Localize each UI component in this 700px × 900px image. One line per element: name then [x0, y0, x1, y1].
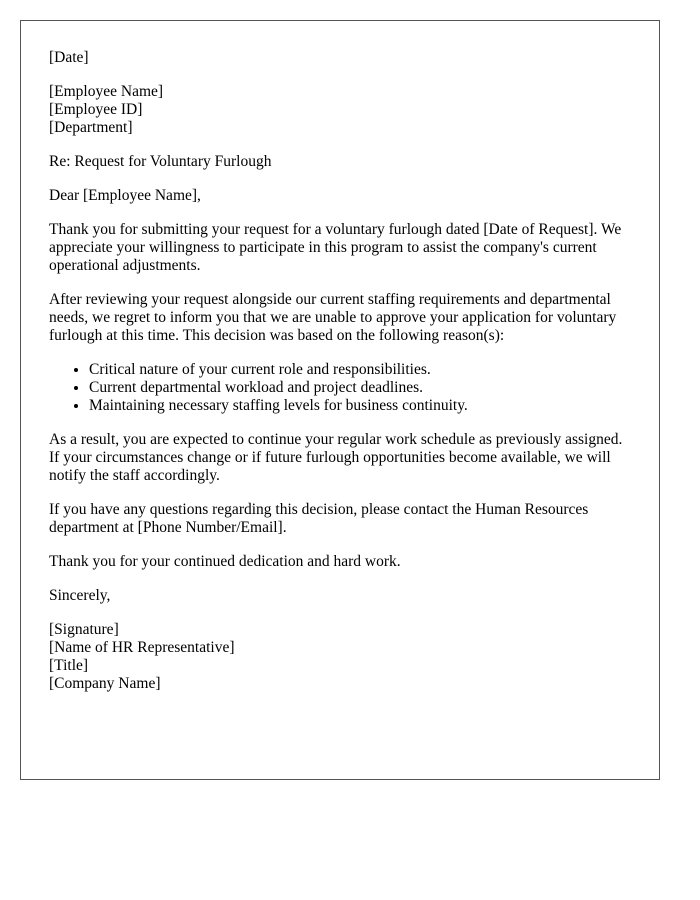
letter-page [20, 20, 660, 780]
recipient-id: [Employee ID] [49, 101, 143, 118]
letter-date: [Date] [49, 49, 89, 66]
reasons-list [49, 361, 631, 415]
company-name: [Company Name] [49, 675, 161, 692]
recipient-name: [Employee Name] [49, 83, 164, 100]
signer-title: [Title] [49, 657, 89, 674]
subject-line: Re: Request for Voluntary Furlough [49, 153, 272, 170]
paragraph-thanks: Thank you for your continued dedication and hard work. [49, 553, 401, 570]
paragraph-expectation: As a result, you are expected to continue your regular work schedule as previously assigned. If your circumstances change or if future furlough opportunities become available, we will notify the staff accordingly. [49, 431, 623, 484]
recipient-block [49, 83, 631, 137]
recipient-department: [Department] [49, 119, 133, 136]
reason-item: • Maintaining necessary staffing levels for business continuity. [89, 397, 631, 415]
salutation: Dear [Employee Name], [49, 187, 201, 204]
signature-block [49, 621, 631, 693]
reason-item: • Current departmental workload and project deadlines. [89, 379, 631, 397]
signer-name: [Name of HR Representative] [49, 639, 235, 656]
paragraph-decision: After reviewing your request alongside our current staffing requirements and departmental needs, we regret to inform you that we are unable to approve your application for voluntary furlough at this time. This decision was based on the following reason(s): [49, 291, 617, 344]
reason-item: • Critical nature of your current role and responsibilities. [89, 361, 631, 379]
paragraph-intro: Thank you for submitting your request for a voluntary furlough dated [Date of Request]. We appreciate your willingness to participate in this program to assist the company's current operational adjustments. [49, 221, 622, 274]
closing: Sincerely, [49, 587, 111, 604]
paragraph-contact: If you have any questions regarding this decision, please contact the Human Resources department at [Phone Number/Email]. [49, 501, 589, 536]
date-line [49, 49, 631, 67]
signature-placeholder: [Signature] [49, 621, 119, 638]
